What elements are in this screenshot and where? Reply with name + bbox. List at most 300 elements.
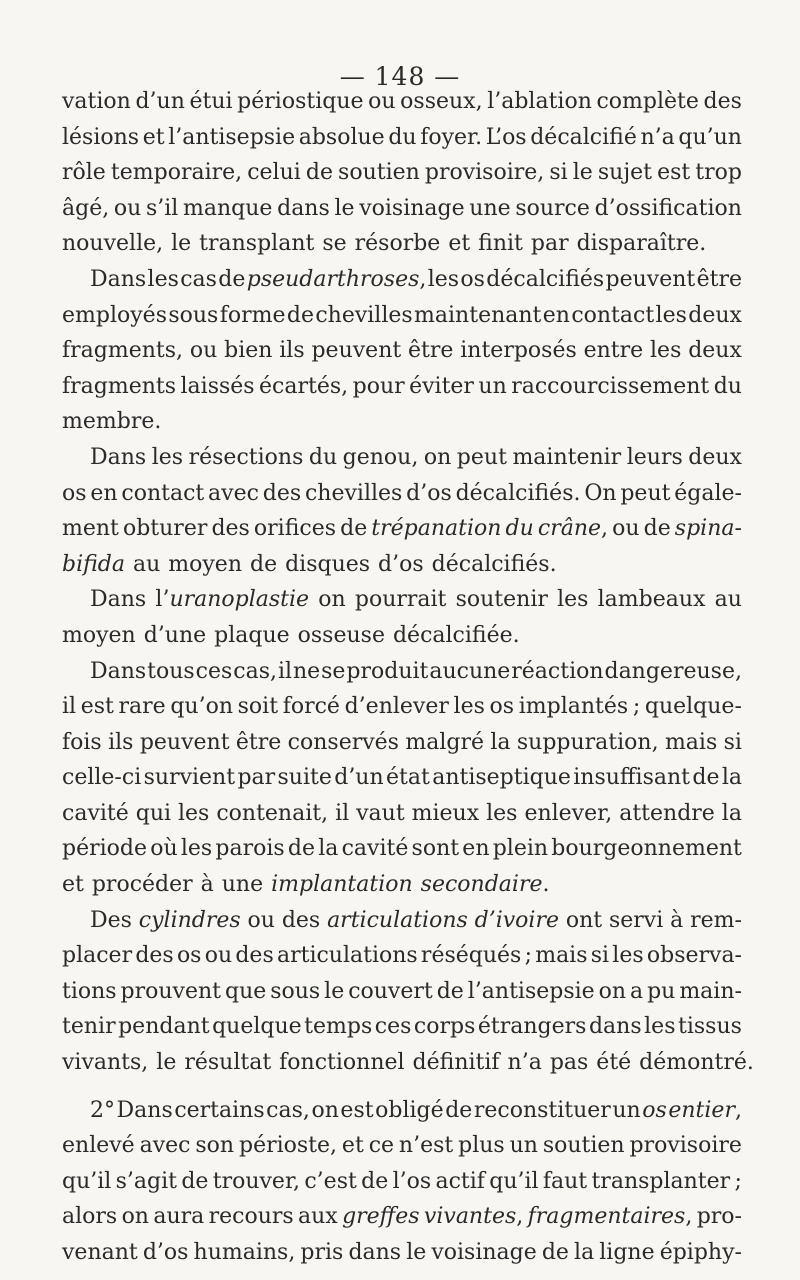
word: ou bbox=[113, 195, 142, 221]
word: réaction bbox=[511, 658, 604, 684]
word: d’ossification bbox=[594, 195, 742, 221]
word: il bbox=[277, 658, 293, 684]
word: entier, bbox=[668, 1097, 742, 1123]
text-line bbox=[62, 1009, 742, 1045]
word: os bbox=[62, 480, 87, 506]
word: du bbox=[308, 444, 338, 470]
word: peut bbox=[456, 444, 507, 470]
word: ou bbox=[204, 943, 233, 969]
word: qu’on bbox=[170, 694, 233, 720]
text-run bbox=[62, 1235, 742, 1271]
word: du bbox=[388, 124, 417, 150]
word: il bbox=[62, 694, 77, 720]
word: mieux bbox=[411, 800, 480, 826]
word: la bbox=[721, 800, 742, 826]
word: absolue bbox=[298, 124, 385, 150]
text-run bbox=[62, 974, 742, 1010]
text-line bbox=[62, 440, 742, 476]
word: dans bbox=[588, 1014, 642, 1040]
word: tous bbox=[147, 658, 195, 684]
word: ils bbox=[279, 338, 305, 364]
word: deux bbox=[688, 302, 742, 328]
word: voisinage bbox=[359, 195, 465, 221]
word: Dans bbox=[90, 444, 147, 470]
word: en bbox=[542, 302, 570, 328]
word: éviter bbox=[409, 373, 474, 399]
word: contact bbox=[121, 480, 205, 506]
word: les bbox=[151, 444, 184, 470]
word: les bbox=[644, 1014, 676, 1040]
word: l’ablation bbox=[487, 89, 592, 114]
word: osseux, bbox=[400, 89, 483, 114]
word: cylindres bbox=[138, 907, 241, 933]
word: aucune bbox=[429, 658, 511, 684]
word: avec bbox=[139, 1133, 191, 1159]
word: de bbox=[340, 516, 368, 542]
word: peuvent bbox=[605, 266, 696, 292]
text-line bbox=[62, 226, 742, 262]
text-run bbox=[62, 1164, 742, 1200]
word: un bbox=[478, 373, 507, 399]
word: celui bbox=[247, 160, 301, 186]
word: épiphy- bbox=[659, 1240, 742, 1265]
word: par bbox=[237, 765, 276, 791]
word: de bbox=[692, 765, 720, 791]
word: celle-ci bbox=[62, 765, 142, 791]
word: qu’un bbox=[678, 124, 742, 150]
word: tions bbox=[62, 978, 117, 1004]
word: sous bbox=[168, 302, 219, 328]
word: il bbox=[335, 800, 350, 826]
word: enlever, bbox=[524, 800, 613, 826]
word: dangereuse, bbox=[604, 658, 742, 684]
word: son bbox=[195, 1133, 235, 1159]
word: de bbox=[287, 836, 316, 862]
word: soutien bbox=[542, 1133, 625, 1159]
word: temporaire, bbox=[110, 160, 243, 186]
word: Dans bbox=[90, 266, 147, 292]
word: on bbox=[121, 1204, 149, 1230]
word: de bbox=[305, 160, 333, 186]
text-line bbox=[62, 689, 742, 725]
text-line bbox=[62, 511, 742, 547]
word: s’agit bbox=[115, 1168, 177, 1194]
text-line bbox=[62, 725, 742, 761]
word: os bbox=[460, 266, 485, 292]
word: les bbox=[180, 836, 213, 862]
word: on bbox=[311, 1097, 339, 1123]
word: des bbox=[211, 516, 250, 542]
word: conservés bbox=[287, 729, 399, 755]
word: l’antisepsie bbox=[168, 124, 296, 150]
text-run: et procéder à une implantation secondaire. bbox=[62, 872, 550, 898]
word: survient bbox=[143, 765, 236, 791]
text-line bbox=[62, 333, 742, 369]
word: faut bbox=[542, 1168, 588, 1194]
word: les bbox=[147, 266, 179, 292]
text-run bbox=[62, 120, 742, 156]
word: d’os bbox=[406, 480, 452, 506]
word: rare bbox=[118, 694, 166, 720]
word: cavité bbox=[341, 836, 409, 862]
word: ces bbox=[195, 658, 233, 684]
word: maintenant bbox=[414, 302, 542, 328]
word: la bbox=[721, 765, 742, 791]
word: à bbox=[670, 907, 684, 933]
word: cavité bbox=[62, 800, 129, 826]
word: complète bbox=[596, 89, 699, 114]
text-line bbox=[62, 404, 742, 440]
word: de bbox=[181, 1168, 209, 1194]
text-line bbox=[62, 760, 742, 796]
word: interposés bbox=[460, 338, 577, 364]
word: obligé bbox=[375, 1097, 444, 1123]
word: attendre bbox=[619, 800, 715, 826]
word: spina- bbox=[674, 516, 742, 542]
word: la bbox=[574, 1240, 595, 1265]
word: foyer. bbox=[420, 124, 483, 150]
word: quelque bbox=[212, 1014, 302, 1040]
word: pseudarthroses, bbox=[246, 266, 427, 292]
word: le bbox=[334, 195, 355, 221]
word: peuvent bbox=[311, 338, 402, 364]
text-line bbox=[62, 84, 742, 120]
text-line bbox=[62, 831, 742, 867]
word: et bbox=[142, 124, 165, 150]
word: lésions bbox=[62, 124, 140, 150]
word: malgré bbox=[405, 729, 484, 755]
word: sujet bbox=[597, 160, 653, 186]
word: rem- bbox=[690, 907, 742, 933]
word: provisoire bbox=[629, 1133, 742, 1159]
word: un bbox=[509, 1133, 538, 1159]
word: aura bbox=[153, 1204, 205, 1230]
word: pour bbox=[352, 373, 405, 399]
word: cas, bbox=[233, 658, 277, 684]
word: pu bbox=[647, 978, 676, 1004]
word: rôle bbox=[62, 160, 106, 186]
word: obturer bbox=[122, 516, 208, 542]
word: de bbox=[361, 1168, 389, 1194]
text-run bbox=[62, 725, 742, 761]
word: alors bbox=[62, 1204, 118, 1230]
word: recours bbox=[208, 1204, 294, 1230]
word: ; bbox=[632, 694, 641, 720]
word: Dans bbox=[90, 658, 147, 684]
word: maintenir bbox=[512, 444, 622, 470]
word: tenir bbox=[62, 1014, 116, 1040]
text-run bbox=[90, 903, 742, 939]
word: vation bbox=[62, 89, 131, 114]
text-run bbox=[62, 84, 742, 120]
word: mais bbox=[535, 943, 588, 969]
text-run bbox=[62, 796, 742, 832]
word: le bbox=[406, 1240, 427, 1265]
word: peuvent bbox=[139, 729, 230, 755]
word: l’uranoplastie bbox=[155, 587, 310, 613]
word: 2° bbox=[90, 1097, 115, 1123]
word: deux bbox=[688, 444, 742, 470]
word: deux bbox=[688, 338, 742, 364]
word: antiseptique bbox=[432, 765, 571, 791]
word: orifices bbox=[253, 516, 337, 542]
text-line bbox=[62, 796, 742, 832]
word: plus bbox=[458, 1133, 505, 1159]
word: soit bbox=[237, 694, 279, 720]
text-line bbox=[62, 369, 742, 405]
word: contact bbox=[571, 302, 655, 328]
word: en bbox=[462, 836, 490, 862]
word: fragments bbox=[62, 373, 177, 399]
word: soutien bbox=[338, 160, 420, 186]
text-run bbox=[62, 1009, 742, 1045]
word: se bbox=[321, 658, 346, 684]
word: périoste, bbox=[238, 1133, 338, 1159]
word: décalcifiés. bbox=[455, 480, 581, 506]
text-line bbox=[62, 155, 742, 191]
word: placer bbox=[62, 943, 133, 969]
text-run: bifida au moyen de disques d’os décalcifiés. bbox=[62, 551, 557, 577]
word: lambeaux bbox=[597, 587, 706, 613]
word: humains, bbox=[193, 1240, 296, 1265]
word: reconstituer bbox=[473, 1097, 611, 1123]
word: os bbox=[176, 943, 202, 969]
word: vivantes, bbox=[423, 1204, 524, 1230]
word: articulations bbox=[276, 943, 418, 969]
text-run: membre. bbox=[62, 409, 162, 435]
word: suppuration, bbox=[516, 729, 659, 755]
text-line bbox=[62, 1199, 742, 1235]
word: plein bbox=[492, 836, 549, 862]
text-line bbox=[62, 1164, 742, 1200]
text-line bbox=[62, 120, 742, 156]
word: trépanation bbox=[371, 516, 502, 542]
word: écartés, bbox=[259, 373, 349, 399]
word: L’os bbox=[485, 124, 527, 150]
word: en bbox=[90, 480, 118, 506]
word: servi bbox=[608, 907, 664, 933]
word: des bbox=[703, 89, 742, 114]
word: entre bbox=[583, 338, 644, 364]
word: ont bbox=[565, 907, 603, 933]
text-run bbox=[90, 440, 742, 476]
word: des bbox=[262, 480, 302, 506]
text-line bbox=[62, 1093, 742, 1129]
word: quelque- bbox=[644, 694, 742, 720]
word: la bbox=[318, 836, 339, 862]
word: de bbox=[643, 516, 671, 542]
text-run bbox=[62, 476, 742, 512]
text-line bbox=[62, 1045, 754, 1081]
word: trop bbox=[695, 160, 742, 186]
word: au bbox=[714, 587, 742, 613]
word: le bbox=[572, 160, 593, 186]
word: être bbox=[696, 266, 742, 292]
word: ou bbox=[368, 89, 396, 114]
word: du bbox=[713, 373, 742, 399]
word: une bbox=[469, 195, 511, 221]
word: d’un bbox=[334, 765, 384, 791]
word: prouvent bbox=[120, 978, 222, 1004]
text-run bbox=[62, 1128, 742, 1164]
word: venant bbox=[62, 1240, 138, 1265]
text-line bbox=[62, 262, 742, 298]
word: de bbox=[541, 1240, 569, 1265]
word: Dans bbox=[116, 1097, 173, 1123]
text-run bbox=[90, 1093, 742, 1129]
word: d’un bbox=[135, 89, 185, 114]
text-line bbox=[62, 582, 742, 618]
word: forcé bbox=[282, 694, 340, 720]
word: de bbox=[436, 978, 464, 1004]
word: certains bbox=[174, 1097, 265, 1123]
word: genou, bbox=[342, 444, 419, 470]
word: périostique bbox=[237, 89, 364, 114]
word: pendant bbox=[118, 1014, 210, 1040]
word: contenait, bbox=[216, 800, 329, 826]
word: bourgeonnement bbox=[551, 836, 742, 862]
word: si bbox=[723, 729, 742, 755]
word: ; bbox=[524, 943, 532, 969]
word: étrangers bbox=[477, 1014, 587, 1040]
word: fragments, bbox=[62, 338, 184, 364]
word: d’os bbox=[142, 1240, 189, 1265]
word: temps bbox=[304, 1014, 373, 1040]
text-line bbox=[62, 618, 742, 654]
word: c’est bbox=[304, 1168, 357, 1194]
text-run bbox=[62, 1199, 742, 1235]
word: source bbox=[515, 195, 590, 221]
word: s’il bbox=[145, 195, 179, 221]
word: Des bbox=[90, 907, 132, 933]
word: de bbox=[445, 1097, 473, 1123]
text-line bbox=[62, 903, 742, 939]
word: pris bbox=[300, 1240, 344, 1265]
word: des bbox=[135, 943, 174, 969]
word: fragmentaires, bbox=[527, 1204, 693, 1230]
word: avec bbox=[208, 480, 259, 506]
text-run bbox=[62, 511, 742, 547]
word: l’os bbox=[392, 1168, 432, 1194]
word: qu’il bbox=[62, 1168, 112, 1194]
word: peut bbox=[620, 480, 671, 506]
word: manque bbox=[183, 195, 273, 221]
word: provisoire, bbox=[424, 160, 545, 186]
word: résections bbox=[188, 444, 304, 470]
word: les bbox=[178, 800, 210, 826]
word: dans bbox=[348, 1240, 402, 1265]
word: a bbox=[630, 978, 644, 1004]
word: ces bbox=[374, 1014, 412, 1040]
word: où bbox=[150, 836, 178, 862]
word: on bbox=[318, 587, 346, 613]
word: un bbox=[612, 1097, 641, 1123]
word: suite bbox=[277, 765, 332, 791]
word: observa- bbox=[646, 943, 742, 969]
word: être bbox=[408, 338, 454, 364]
word: ce bbox=[368, 1133, 395, 1159]
word: articulations bbox=[327, 907, 468, 933]
word: de bbox=[286, 302, 314, 328]
word: Dans bbox=[90, 587, 147, 613]
word: pro- bbox=[696, 1204, 742, 1230]
word: de bbox=[218, 266, 246, 292]
text-run bbox=[62, 298, 742, 334]
word: chevilles bbox=[304, 480, 403, 506]
word: ne bbox=[292, 658, 321, 684]
word: tissus bbox=[678, 1014, 742, 1040]
text-run bbox=[62, 333, 742, 369]
word: du bbox=[505, 516, 534, 542]
word: actif bbox=[435, 1168, 485, 1194]
word: période bbox=[62, 836, 148, 862]
word: et bbox=[341, 1133, 364, 1159]
word: décalcifié bbox=[530, 124, 637, 150]
word: transplanter bbox=[591, 1168, 731, 1194]
word: est bbox=[657, 160, 691, 186]
word: des bbox=[235, 943, 274, 969]
text-run bbox=[62, 155, 742, 191]
word: dans bbox=[277, 195, 330, 221]
word: soutenir bbox=[455, 587, 548, 613]
text-run bbox=[90, 262, 742, 298]
word: ; bbox=[734, 1168, 742, 1194]
word: ment bbox=[62, 516, 119, 542]
word: parois bbox=[215, 836, 285, 862]
word: bien bbox=[224, 338, 273, 364]
word: aux bbox=[298, 1204, 338, 1230]
text-run bbox=[62, 831, 742, 867]
text-line bbox=[62, 1235, 742, 1271]
text-line bbox=[62, 1128, 742, 1164]
word: leurs bbox=[626, 444, 683, 470]
text-run: nouvelle, le transplant se résorbe et finit par disparaître. bbox=[62, 231, 707, 257]
word: qu’il bbox=[489, 1168, 539, 1194]
word: égale- bbox=[674, 480, 742, 506]
word: main- bbox=[679, 978, 742, 1004]
word: les bbox=[453, 694, 485, 720]
word: os bbox=[642, 1097, 667, 1123]
text-line bbox=[62, 867, 742, 903]
word: ou bbox=[612, 516, 640, 542]
word: on bbox=[598, 978, 627, 1004]
word: n’est bbox=[398, 1133, 454, 1159]
word: employés bbox=[62, 302, 167, 328]
word: étui bbox=[189, 89, 233, 114]
text-run bbox=[62, 191, 742, 227]
word: sont bbox=[411, 836, 460, 862]
text-run: vivants, le résultat fonctionnel définitif n’a pas été démontré. bbox=[62, 1050, 754, 1076]
word: que bbox=[224, 978, 267, 1004]
word: les bbox=[612, 943, 644, 969]
text-run: moyen d’une plaque osseuse décalcifiée. bbox=[62, 622, 520, 648]
word: On bbox=[584, 480, 617, 506]
word: pourrait bbox=[354, 587, 447, 613]
text-line bbox=[62, 547, 742, 583]
word: os bbox=[489, 694, 515, 720]
word: les bbox=[427, 266, 460, 292]
text-run bbox=[62, 938, 742, 974]
word: mais bbox=[664, 729, 718, 755]
word: âgé, bbox=[62, 195, 110, 221]
text-line bbox=[62, 476, 742, 512]
word: ou bbox=[247, 907, 275, 933]
word: forme bbox=[219, 302, 286, 328]
word: si bbox=[549, 160, 568, 186]
word: implantés bbox=[518, 694, 629, 720]
word: est bbox=[340, 1097, 374, 1123]
text-body bbox=[62, 84, 754, 1271]
